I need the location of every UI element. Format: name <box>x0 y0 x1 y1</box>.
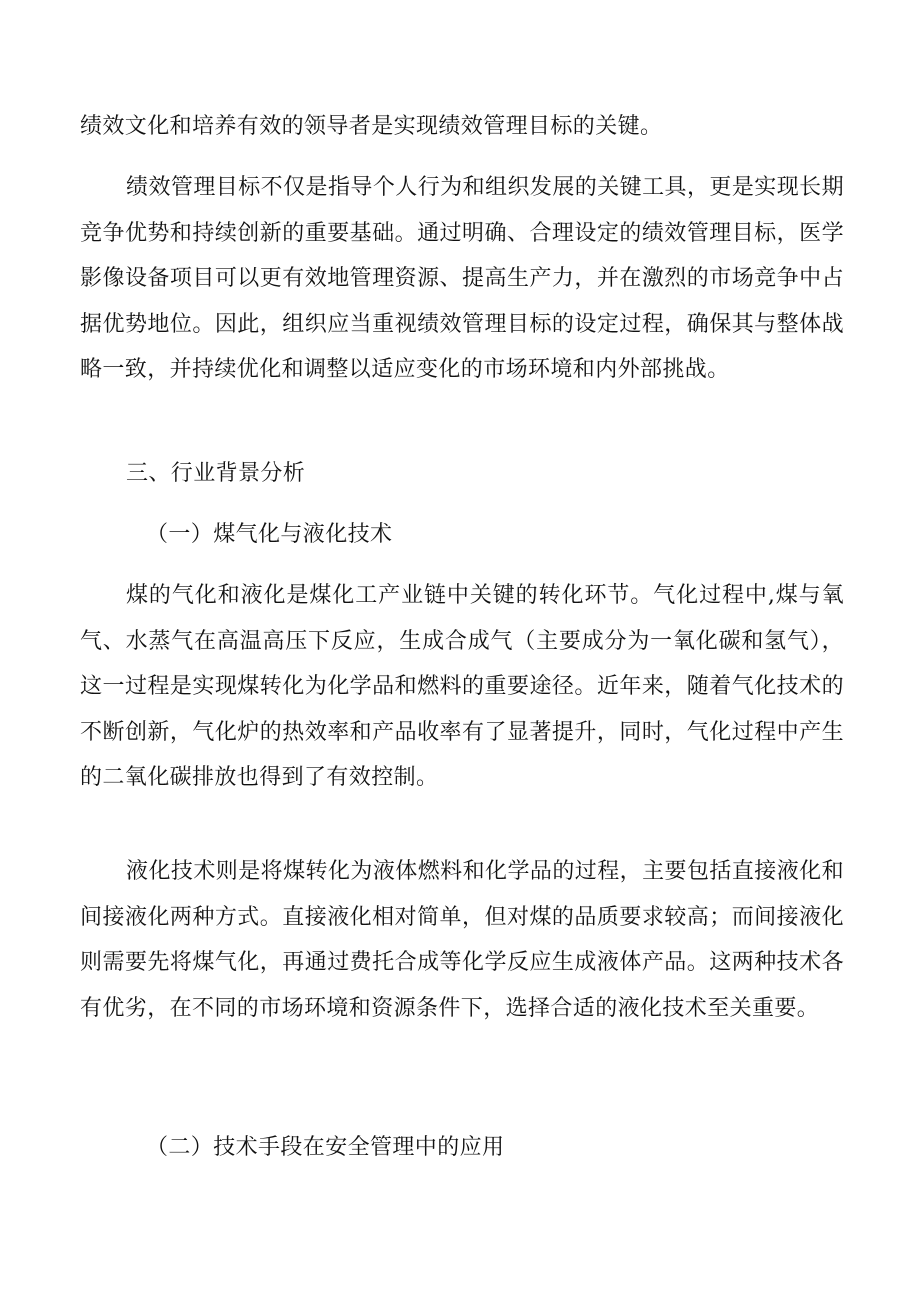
paragraph-coal-gasification: 煤的气化和液化是煤化工产业链中关键的转化环节。气化过程中,煤与氧气、水蒸气在高温高压下反应，生成合成气（主要成分为一氧化碳和氢气），这一过程是实现煤转化为化学品和燃料的重要途径。近年来，随着气化技术的不断创新，气化炉的热效率和产品收率有了显著提升，同时，气化过程中产生的二氧化碳排放也得到了有效控制。 <box>80 583 844 790</box>
section-heading-industry-background: 三、行业背景分析 <box>126 461 306 486</box>
subsection-heading-coal-gasification: （一）煤气化与液化技术 <box>146 522 393 547</box>
paragraph-performance-goals: 绩效管理目标不仅是指导个人行为和组织发展的关键工具，更是实现长期竞争优势和持续创新的重要基础。通过明确、合理设定的绩效管理目标，医学影像设备项目可以更有效地管理资源、提高生产力，并在激烈的市场竞争中占据优势地位。因此，组织应当重视绩效管理目标的设定过程，确保其与整体战略一致，并持续优化和调整以适应变化的市场环境和内外部挑战。 <box>80 175 844 382</box>
paragraph-liquefaction: 液化技术则是将煤转化为液体燃料和化学品的过程，主要包括直接液化和间接液化两种方式。直接液化相对简单，但对煤的品质要求较高；而间接液化则需要先将煤气化，再通过费托合成等化学反应生成液体产品。这两种技术各有优劣，在不同的市场环境和资源条件下，选择合适的液化技术至关重要。 <box>80 859 844 1021</box>
paragraph-performance-culture: 绩效文化和培养有效的领导者是实现绩效管理目标的关键。 <box>80 114 663 139</box>
subsection-heading-safety-technology: （二）技术手段在安全管理中的应用 <box>146 1135 505 1160</box>
